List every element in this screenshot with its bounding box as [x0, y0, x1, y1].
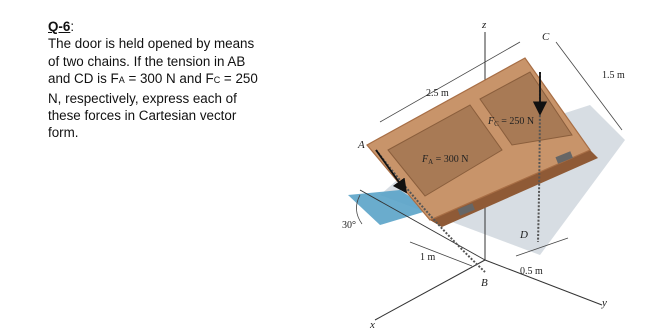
point-a-label: A	[358, 139, 365, 151]
angle-label: 30°	[342, 220, 356, 231]
force-c-value: = 250 N	[498, 116, 535, 127]
point-c-label: C	[542, 31, 550, 43]
problem-line-6: form.	[48, 125, 79, 141]
point-b-label: B	[481, 277, 488, 289]
problem-line-3-a: and CD is F	[48, 71, 119, 87]
axis-x-label: x	[370, 319, 375, 330]
problem-statement	[48, 18, 288, 142]
dim-width-label: 2.5 m	[426, 88, 449, 99]
force-a-value: = 300 N	[433, 154, 469, 165]
question-number: Q-6	[48, 19, 71, 34]
x-axis	[375, 260, 485, 320]
problem-line-3-c: = 250	[220, 71, 258, 87]
question-label	[48, 18, 288, 35]
force-a-prefix: F	[422, 154, 429, 165]
door-figure	[340, 10, 640, 330]
problem-line-1: The door is held opened by means	[48, 36, 255, 52]
dim-1m-label: 1 m	[420, 252, 436, 263]
axis-y-label: y	[602, 297, 607, 309]
problem-line-4: N, respectively, express each of	[48, 90, 237, 106]
problem-line-5: these forces in Cartesian vector	[48, 108, 237, 124]
question-label-colon: :	[70, 19, 75, 34]
dim-height-label: 1.5 m	[602, 70, 625, 81]
subscript-c: C	[213, 75, 221, 86]
point-d-label: D	[520, 229, 528, 241]
force-c-subscript: C	[494, 120, 499, 128]
door-diagram	[340, 10, 640, 330]
force-c-label	[487, 116, 534, 128]
dim-05m-label: 0.5 m	[520, 266, 543, 277]
problem-line-2: of two chains. If the tension in AB	[48, 53, 246, 69]
y-axis	[485, 260, 602, 305]
force-c-prefix: F	[488, 116, 495, 127]
axis-z-label: z	[482, 19, 487, 31]
problem-line-3	[48, 70, 288, 89]
problem-line-3-b: = 300 N and F	[124, 71, 214, 87]
force-a-subscript: A	[428, 158, 434, 166]
subscript-a: A	[118, 75, 125, 86]
